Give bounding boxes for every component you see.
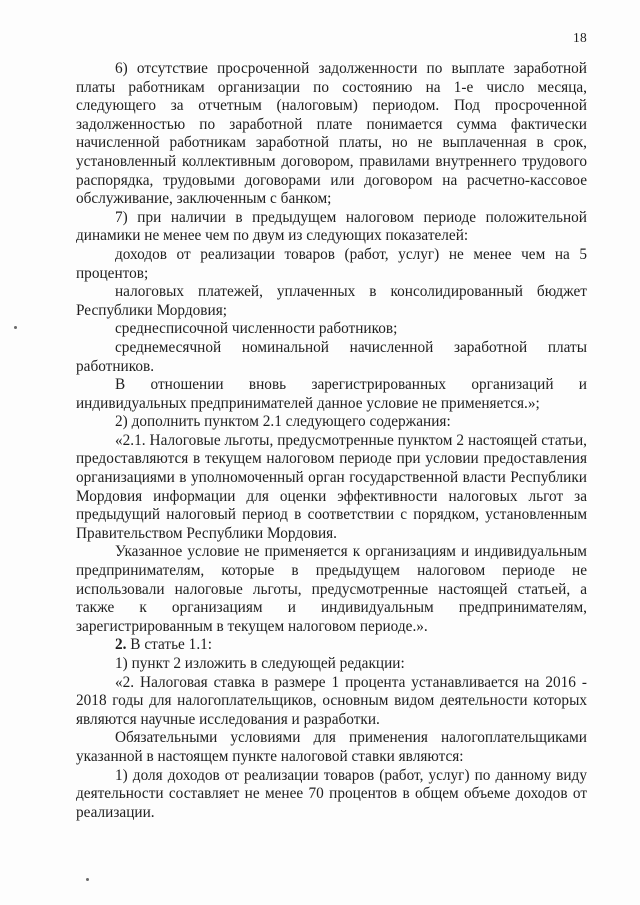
page-number: 18 xyxy=(573,30,587,45)
paragraph-positive-dynamics: 7) при наличии в предыдущем налоговом периоде положительной динамики не менее чем по двум из следующих показателей: xyxy=(76,208,587,245)
paragraph-overdue-wages: 6) отсутствие просроченной задолженности по выплате заработной платы работникам организации по состоянию на 1-е число месяца, следующего за отчетным (налоговым) периодом. Под просроченной задолженностью по заработной плате понимается сумма фактически начисленной работникам заработной платы, но не выплаченная в срок, установленный коллективным договором, правилами внутреннего трудового распорядка, трудовыми договорами или договором на расчетно-кассовое обслуживание, заключенным с банком; xyxy=(76,60,587,208)
paragraph-condition-exception: Указанное условие не применяется к организациям и индивидуальным предпринимателям, которые в предыдущем налоговом периоде не использовали налоговые льготы, предусмотренные настоящей статьей, а также к организациям и индивидуальным предпринимателям, зарегистрированным в текущем налоговом периоде.». xyxy=(76,543,587,635)
paragraph-headcount-indicator: среднесписочной численности работников; xyxy=(115,320,398,338)
paragraph-income-share: 1) доля доходов от реализации товаров (работ, услуг) по данному виду деятельности составляет не менее 70 процентов в общем объеме доходов от реализации. xyxy=(76,766,587,821)
paragraph-mandatory-conditions: Обязательными условиями для применения налогоплательщиками указанной в настоящем пункте налоговой ставки являются: xyxy=(76,729,587,765)
document-body xyxy=(76,60,587,822)
paragraph-article-1-1-heading: 2. В статье 1.1: xyxy=(115,636,213,654)
paragraph-point-2-1-text: «2.1. Налоговые льготы, предусмотренные пунктом 2 настоящей статьи, предоставляются в текущем налоговом периоде при условии предоставления организациями в уполномоченный орган государственной власти Республики Мордовия информации для оценки эффективности налоговых льгот за предыдущий налоговый период в соответствии с порядком, установленным Правительством Республики Мордовия. xyxy=(76,431,587,542)
scan-speck xyxy=(86,878,89,881)
paragraph-tax-payments-indicator: налоговых платежей, уплаченных в консолидированный бюджет Республики Мордовия; xyxy=(76,283,587,319)
paragraph-income-indicator: доходов от реализации товаров (работ, услуг) не менее чем на 5 процентов; xyxy=(76,245,587,282)
scan-speck xyxy=(14,326,17,329)
paragraph-tax-rate: «2. Налоговая ставка в размере 1 процента устанавливается на 2016 - 2018 годы для налогоплательщиков, основным видом деятельности которых являются научные исследования и разработки. xyxy=(76,673,587,728)
paragraph-amend-point-2-1: 2) дополнить пунктом 2.1 следующего содержания: xyxy=(115,413,451,431)
paragraph-point-2-edit: 1) пункт 2 изложить в следующей редакции: xyxy=(115,655,405,672)
paragraph-new-organizations: В отношении вновь зарегистрированных организаций и индивидуальных предпринимателей данное условие не применяется.»; xyxy=(76,376,587,412)
paragraph-wage-indicator: среднемесячной номинальной начисленной заработной платы работников. xyxy=(76,338,587,375)
section-number: 2. xyxy=(115,636,127,654)
